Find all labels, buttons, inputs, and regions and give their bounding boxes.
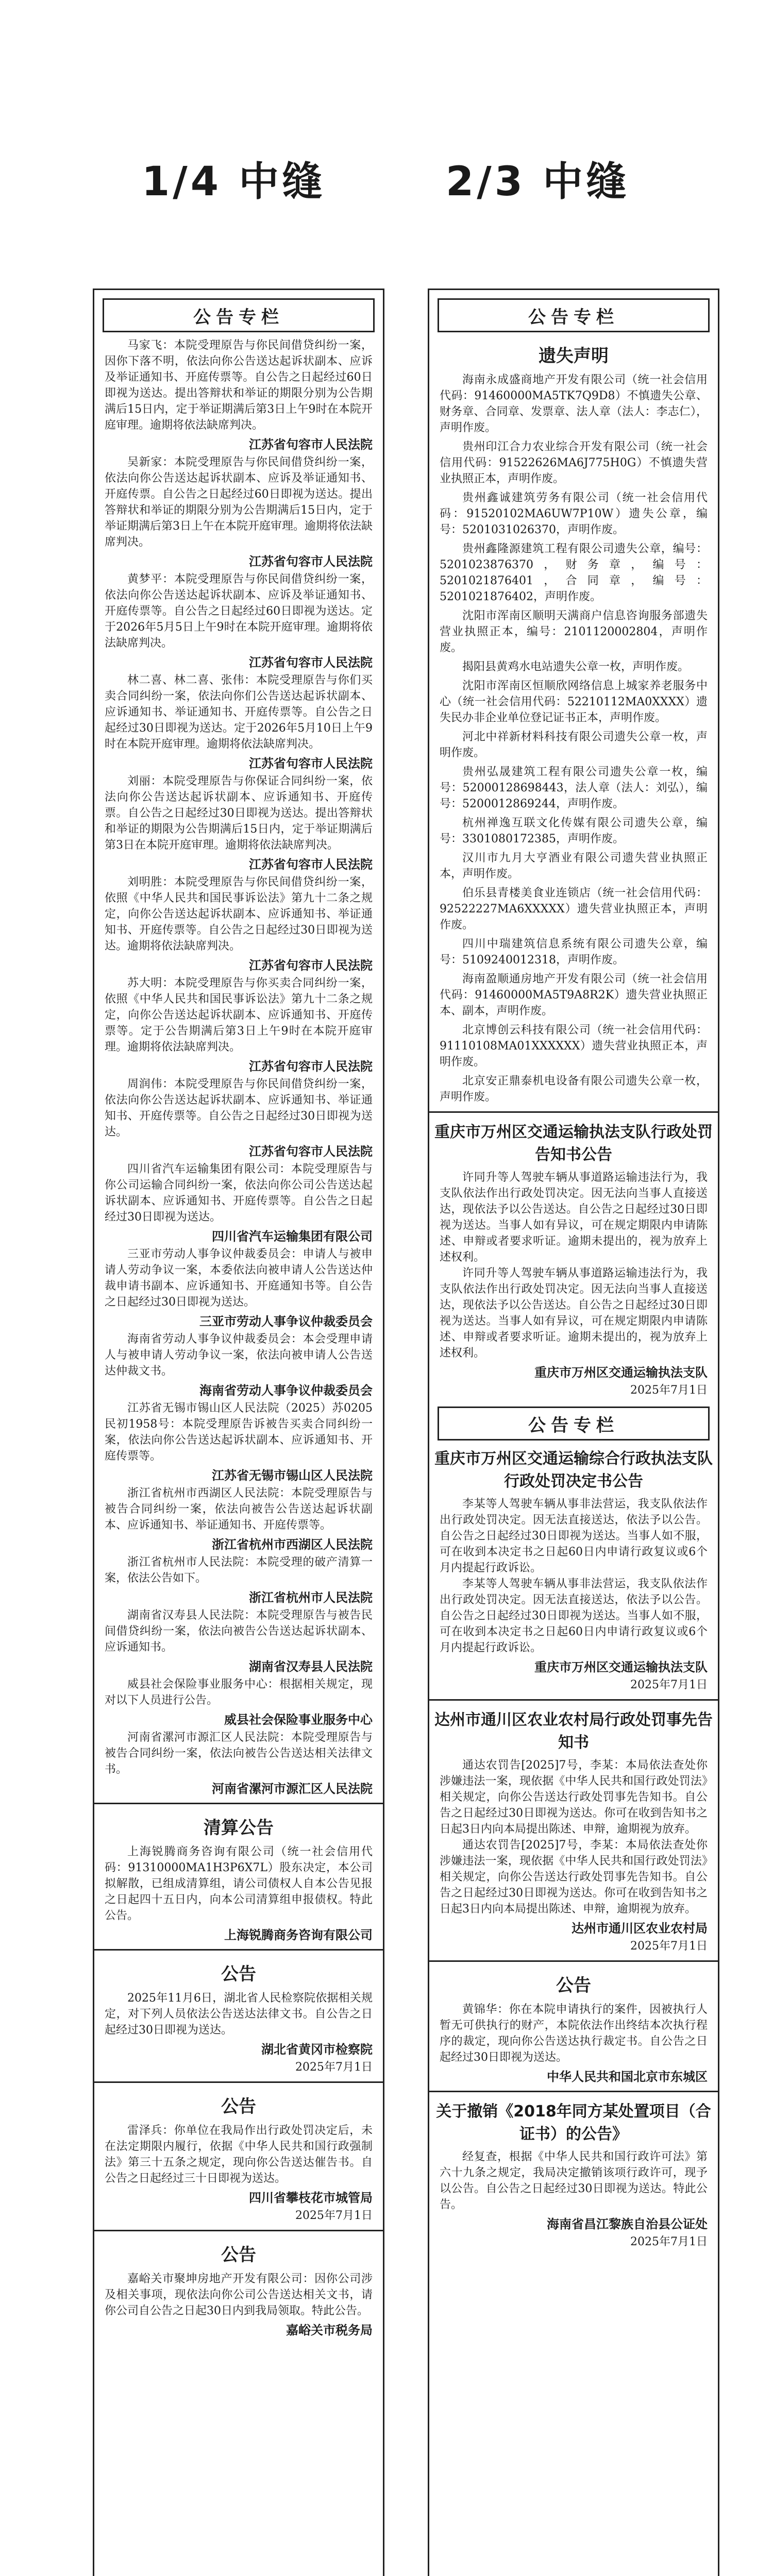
section3-title: 重庆市万州区交通运输综合行政执法支队行政处罚决定书公告 — [434, 1450, 713, 1490]
section2 — [440, 1170, 708, 1398]
court-notice — [105, 1730, 373, 1797]
lost-declaration-item: 贵州鑫诚建筑劳务有限公司（统一社会信用代码：91520102MA6UW7P10W）遗失公章，编号：5201031026370，声明作废。 — [440, 492, 708, 536]
court-notice-body: 浙江省杭州市人民法院：本院受理的破产清算一案，依法公告如下。 — [105, 1556, 373, 1585]
section4-title: 达州市通川区农业农村局行政处罚事先告知书 — [434, 1711, 713, 1752]
court-notice-body: 黄梦平：本院受理原告与你民间借贷纠纷一案，依法向你公告送达起诉状副本、应诉及举证通知书、开庭传票等。自公告之日起经过60日即视为送达。定于2026年5月5日上午9时在本院开庭审理。逾期将依法缺席判决。 — [105, 573, 373, 650]
notice2 — [105, 1990, 373, 2075]
liquidation-notice — [105, 1844, 373, 1943]
liquidation-body: 上海锐腾商务咨询有限公司（统一社会信用代码：91310000MA1H3P6X7L）股东决定，本公司拟解散，已组成清算组，请公司债权人自本公告见报之日起四十五日内，向本公司清算组申报债权。特此公告。 — [105, 1845, 373, 1922]
court-notice-body: 威县社会保险事业服务中心：根据相关规定，现对以下人员进行公告。 — [105, 1678, 373, 1707]
notice4-body: 嘉峪关市聚坤房地产开发有限公司：因你公司涉及相关事项，现依法向你公司公告送达相关文书，请你公司自公告之日起30日内到我局领取。特此公告。 — [105, 2273, 373, 2317]
section4 — [440, 1757, 708, 1954]
court-notice — [105, 571, 373, 670]
court-notice-org: 河南省漯河市源汇区人民法院 — [212, 1781, 373, 1796]
notice2-body: 2025年11月6日，湖北省人民检察院依据相关规定，对下列人员依法公告送达法律文书。自公告之日起经过30日即视为送达。 — [105, 1992, 373, 2037]
lost-declaration-item: 海南盈顺通房地产开发有限公司（统一社会信用代码：91460000MA5T9A8R2K）遗失营业执照正本、副本，声明作废。 — [440, 973, 708, 1018]
lost-declaration-item: 海南永成盛商地产开发有限公司（统一社会信用代码：91460000MA5TK7Q9D8）不慎遗失公章、财务章、合同章、发票章、法人章（法人：李志仁），声明作废。 — [440, 374, 708, 434]
section5-org: 中华人民共和国北京市东城区 — [547, 2069, 708, 2084]
court-notice — [105, 1676, 373, 1727]
court-notice-org: 湖南省汉寿县人民法院 — [249, 1659, 373, 1674]
court-notice — [105, 874, 373, 973]
lost-declaration-item: 河北中祥新材料科技有限公司遗失公章一枚，声明作废。 — [440, 731, 708, 759]
section3-header: 公告专栏 — [438, 1406, 710, 1440]
lost-declaration-item: 沈阳市浑南区顺明天满商户信息咨询服务部遗失营业执照正本，编号：2101120002804，声明作废。 — [440, 609, 708, 654]
court-notice-org: 江苏省句容市人民法院 — [249, 554, 373, 569]
notice2-org: 湖北省黄冈市检察院 — [261, 2042, 373, 2057]
court-notice-body: 四川省汽车运输集团有限公司：本院受理原告与你公司运输合同纠纷一案，依法向你公司公告送达起诉状副本、应诉通知书、开庭传票等。自公告之日起经过30日即视为送达。 — [105, 1163, 373, 1224]
court-notice-org: 江苏省句容市人民法院 — [249, 655, 373, 670]
court-notice-body: 刘明胜：本院受理原告与你民间借贷纠纷一案，依照《中华人民共和国民事诉讼法》第九十二条之规定，向你公告送达起诉状副本、应诉通知书、举证通知书、开庭传票等。自公告之日起经过30日即视为送达。逾期将依法缺席判决。 — [105, 876, 373, 953]
section3-body: 李某等人驾驶车辆从事非法营运，我支队依法作出行政处罚决定。因无法直接送达，依法予以公告。自公告之日起经过30日即视为送达。当事人如不服，可在收到本决定书之日起60日内申请行政复议或6个月内提起行政诉讼。 — [440, 1498, 708, 1574]
lost-declaration-item: 杭州禅逸互联文化传媒有限公司遗失公章，编号：3301080172385，声明作废。 — [440, 817, 708, 845]
section4-date: 2025年7月1日 — [630, 1940, 708, 1953]
section6 — [440, 2149, 708, 2250]
court-notice-body: 河南省漯河市源汇区人民法院：本院受理原告与被告合同纠纷一案，依法向被告公告送达相关法律文书。 — [105, 1731, 373, 1776]
court-notice-body: 浙江省杭州市西湖区人民法院：本院受理原告与被告合同纠纷一案，依法向被告公告送达起诉状副本、应诉通知书、举证通知书、开庭传票等。 — [105, 1487, 373, 1532]
notice4 — [105, 2271, 373, 2338]
court-notice-org: 江苏省句容市人民法院 — [249, 958, 373, 973]
section2-body-repeat: 许同升等人驾驶车辆从事道路运输违法行为，我支队依法作出行政处罚决定。因无法向当事人直接送达，现依法予以公告送达。自公告之日起经过30日即视为送达。当事人如有异议，可在规定期限内申请陈述、申辩或者要求听证。逾期未提出的，视为放弃上述权利。 — [440, 1267, 708, 1360]
notice3-body: 雷泽兵：你单位在我局作出行政处罚决定后，未在法定期限内履行，依据《中华人民共和国行政强制法》第三十五条之规定，现向你公告送达催告书。自公告之日起经过三十日即视为送达。 — [105, 2124, 373, 2185]
court-notice — [105, 672, 373, 771]
section6-org: 海南省昌江黎族自治县公证处 — [547, 2216, 708, 2231]
court-notice — [105, 1400, 373, 1483]
right-column-header: 公告专栏 — [438, 298, 710, 332]
liquidation-org: 上海锐腾商务咨询有限公司 — [224, 1927, 373, 1942]
lost-declaration-item: 沈阳市浑南区恒顺欣网络信息上城家养老服务中心（统一社会信用代码：52210112MA0XXXX）遗失民办非企业单位登记证书正本，声明作废。 — [440, 680, 708, 724]
left-notice-column — [93, 289, 384, 2576]
section2-org: 重庆市万州区交通运输执法支队 — [534, 1365, 708, 1380]
section5-title: 公告 — [556, 1975, 591, 1996]
section3-org: 重庆市万州区交通运输执法支队 — [534, 1659, 708, 1674]
left-column-position-label: 1/4 中缝 — [142, 159, 326, 205]
lost-declaration-item: 四川中瑞建筑信息系统有限公司遗失公章，编号：5109240012318，声明作废。 — [440, 938, 708, 967]
court-notice-org: 浙江省杭州市西湖区人民法院 — [212, 1537, 373, 1552]
notice3-date: 2025年7月1日 — [295, 2209, 373, 2222]
lost-declaration-item: 贵州弘晟建筑工程有限公司遗失公章一枚，编号：52000128698443，法人章（法人：刘弘），编号：5200012869244，声明作废。 — [440, 766, 708, 810]
left-notice-list — [94, 337, 383, 1797]
section2-body: 许同升等人驾驶车辆从事道路运输违法行为，我支队依法作出行政处罚决定。因无法向当事人直接送达，现依法予以公告送达。自公告之日起经过30日即视为送达。当事人如有异议，可在规定期限内申请陈述、申辩或者要求听证。逾期未提出的，视为放弃上述权利。 — [440, 1171, 708, 1264]
section6-title: 关于撤销《2018年同方某处置项目（合证书）的公告》 — [436, 2103, 711, 2143]
lost-declaration-item: 贵州鑫隆源建筑工程有限公司遗失公章，编号：5201023876370，财务章，编号：5201021876401，合同章，编号：5201021876402，声明作废。 — [440, 543, 708, 603]
notice3 — [105, 2123, 373, 2224]
lost-declaration-item: 汉川市九月大亨酒业有限公司遗失营业执照正本，声明作废。 — [440, 852, 708, 880]
notice2-title: 公告 — [221, 1964, 256, 1985]
court-notice-org: 三亚市劳动人事争议仲裁委员会 — [199, 1314, 373, 1329]
court-notice-body: 湖南省汉寿县人民法院：本院受理原告与被告民间借贷纠纷一案，依法向被告公告送达起诉状副本、应诉通知书。 — [105, 1609, 373, 1654]
section3 — [440, 1496, 708, 1693]
liquidation-title: 清算公告 — [204, 1818, 274, 1838]
court-notice-org: 江苏省句容市人民法院 — [249, 857, 373, 872]
court-notice — [105, 1161, 373, 1244]
court-notice-org: 浙江省杭州市人民法院 — [249, 1590, 373, 1605]
court-notice-org: 四川省汽车运输集团有限公司 — [212, 1229, 373, 1244]
section6-body: 经复查，根据《中华人民共和国行政许可法》第六十九条之规定，我局决定撤销该项行政许可，现予以公告。自公告之日起经过30日即视为送达。特此公告。 — [440, 2150, 708, 2211]
court-notice — [105, 337, 373, 452]
court-notice-org: 江苏省句容市人民法院 — [249, 437, 373, 452]
court-notice-body: 江苏省无锡市锡山区人民法院（2025）苏0205民初1958号：本院受理原告诉被告买卖合同纠纷一案，依法向你公告送达起诉状副本、应诉通知书、开庭传票等。 — [105, 1402, 373, 1463]
court-notice-body: 刘丽：本院受理原告与你保证合同纠纷一案，依法向你公告送达起诉状副本、应诉通知书、开庭传票。自公告之日起经过30日即视为送达。提出答辩状和举证的期限为公告期满后15日内，定于举证期满后第3日在本院开庭审理。逾期将依法缺席判决。 — [105, 775, 373, 852]
section3-date: 2025年7月1日 — [630, 1679, 708, 1691]
lost-declaration-title: 遗失声明 — [539, 346, 609, 366]
court-notice-body: 三亚市劳动人事争议仲裁委员会：申请人与被申请人劳动争议一案，本委依法向被申请人公告送达仲裁申请书副本、应诉通知书、开庭通知书等。自公告之日起经过30日即视为送达。 — [105, 1248, 373, 1309]
column-header: 公告专栏 — [103, 298, 375, 332]
court-notice — [105, 454, 373, 569]
lost-declaration-list — [440, 372, 708, 1105]
court-notice-body: 海南省劳动人事争议仲裁委员会：本会受理申请人与被申请人劳动争议一案，依法向被申请人公告送达仲裁文书。 — [105, 1333, 373, 1378]
court-notice-body: 苏大明：本院受理原告与你买卖合同纠纷一案，依照《中华人民共和国民事诉讼法》第九十二条之规定，向你公告送达起诉状副本、应诉通知书、开庭传票等。定于公告期满后第3日上午9时在本院开庭审理。逾期将依法缺席判决。 — [105, 977, 373, 1054]
lost-declaration-item: 伯乐县青楼美食业连锁店（统一社会信用代码：92522227MA6XXXXX）遗失营业执照正本，声明作废。 — [440, 887, 708, 931]
section3-body-repeat: 李某等人驾驶车辆从事非法营运，我支队依法作出行政处罚决定。因无法直接送达，依法予以公告。自公告之日起经过30日即视为送达。当事人如不服，可在收到本决定书之日起60日内申请行政复议或6个月内提起行政诉讼。 — [440, 1578, 708, 1654]
section2-date: 2025年7月1日 — [630, 1384, 708, 1397]
court-notice — [105, 1554, 373, 1605]
section5 — [440, 2002, 708, 2084]
court-notice — [105, 1331, 373, 1398]
section2-title: 重庆市万州区交通运输执法支队行政处罚告知书公告 — [434, 1123, 713, 1164]
notice3-title: 公告 — [221, 2096, 256, 2117]
court-notice-body: 周润伟：本院受理原告与你民间借贷纠纷一案，依法向你公告送达起诉状副本、应诉通知书、举证通知书、开庭传票等。自公告之日起经过30日即视为送达。 — [105, 1078, 373, 1139]
court-notice-org: 江苏省句容市人民法院 — [249, 1144, 373, 1159]
section5-body: 黄锦华：你在本院申请执行的案件，因被执行人暂无可供执行的财产，本院依法作出终结本次执行程序的裁定，现向你公告送达执行裁定书。自公告之日起经过30日即视为送达。 — [440, 2003, 708, 2064]
section4-body: 通达农罚告[2025]7号，李某：本局依法查处你涉嫌违法一案，现依据《中华人民共和国行政处罚法》相关规定，向你公告送达行政处罚事先告知书。自公告之日起经过30日即视为送达。你可在收到告知书之日起3日内向本局提出陈述、申辩，逾期视为放弃。 — [440, 1759, 708, 1836]
section4-body-repeat: 通达农罚告[2025]7号，李某：本局依法查处你涉嫌违法一案，现依据《中华人民共和国行政处罚法》相关规定，向你公告送达行政处罚事先告知书。自公告之日起经过30日即视为送达。你可在收到告知书之日起3日内向本局提出陈述、申辩，逾期视为放弃。 — [440, 1839, 708, 1916]
lost-declaration-item: 揭阳县黄鸡水电站遗失公章一枚，声明作废。 — [462, 660, 690, 673]
court-notice — [105, 1076, 373, 1159]
court-notice — [105, 975, 373, 1074]
court-notice-body: 马家飞：本院受理原告与你民间借贷纠纷一案，因你下落不明，依法向你公告送达起诉状副本、应诉及举证通知书、开庭传票等。自公告之日起经过60日即视为送达。提出答辩状和举证的期限分别为公告期满后15日内，定于举证期满后第3日上午9时在本院开庭审理。逾期将依法缺席判决。 — [105, 339, 373, 432]
court-notice-org: 江苏省句容市人民法院 — [249, 756, 373, 771]
court-notice-org: 威县社会保险事业服务中心 — [224, 1712, 373, 1727]
court-notice — [105, 1485, 373, 1552]
notice4-org: 嘉峪关市税务局 — [286, 2323, 373, 2337]
court-notice-body: 吴新家：本院受理原告与你民间借贷纠纷一案，依法向你公告送达起诉状副本、应诉及举证通知书、开庭传票。自公告之日起经过60日即视为送达。提出答辩状和举证的期限分别为公告期满后15日内，定于举证期满后第3日上午在本院开庭审理。逾期将依法缺席判决。 — [105, 456, 373, 549]
court-notice-body: 林二喜、林二喜、张伟：本院受理原告与你们买卖合同纠纷一案，依法向你们公告送达起诉状副本、应诉通知书、举证通知书、开庭传票等。自公告之日起经过30日即视为送达。定于2026年5月10日上午9时在本院开庭审理。逾期将依法缺席判决。 — [105, 674, 373, 751]
right-column-position-label: 2/3 中缝 — [446, 159, 630, 205]
notice4-title: 公告 — [221, 2245, 256, 2265]
right-notice-column — [428, 289, 719, 2576]
section4-org: 达州市通川区农业农村局 — [572, 1921, 708, 1936]
court-notice-org: 江苏省句容市人民法院 — [249, 1059, 373, 1074]
lost-declaration-item: 贵州印江合力农业综合开发有限公司（统一社会信用代码：91522626MA6J775H0G）不慎遗失营业执照正本，声明作废。 — [440, 440, 708, 485]
court-notice — [105, 1607, 373, 1674]
court-notice-org: 海南省劳动人事争议仲裁委员会 — [199, 1383, 373, 1398]
notice2-date: 2025年7月1日 — [295, 2061, 373, 2074]
court-notice — [105, 1246, 373, 1329]
notice3-org: 四川省攀枝花市城管局 — [249, 2190, 373, 2205]
lost-declaration-item: 北京安正鼎泰机电设备有限公司遗失公章一枚，声明作废。 — [440, 1075, 708, 1104]
section6-date: 2025年7月1日 — [630, 2235, 708, 2248]
lost-declaration-item: 北京博创云科技有限公司（统一社会信用代码：91110108MA01XXXXXX）遗失营业执照正本，声明作废。 — [440, 1024, 708, 1069]
court-notice-org: 江苏省无锡市锡山区人民法院 — [212, 1468, 373, 1483]
court-notice — [105, 773, 373, 872]
